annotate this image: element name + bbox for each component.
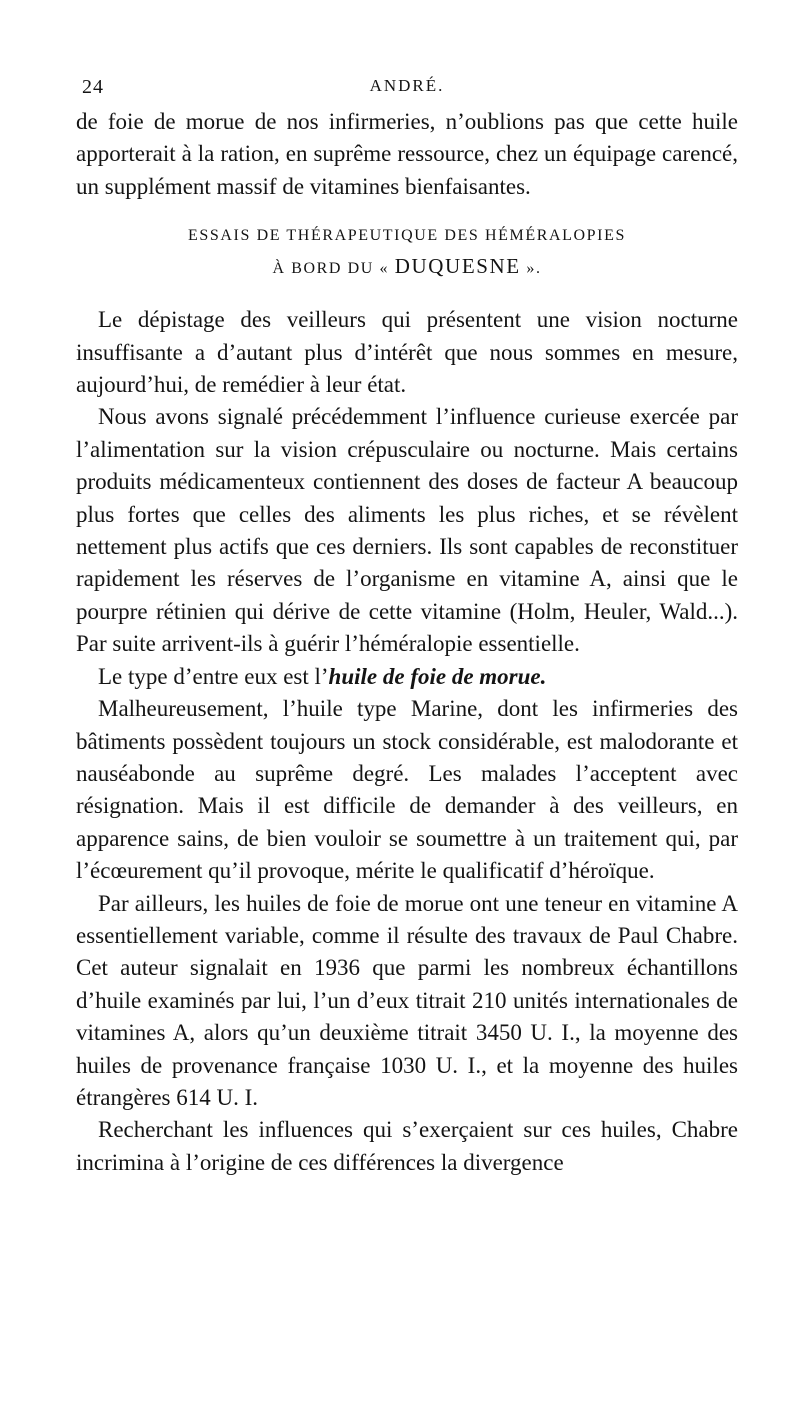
- section-title-line-2: [76, 251, 738, 284]
- section-title: [76, 221, 738, 284]
- running-title: ANDRÉ.: [369, 76, 445, 95]
- paragraph: [76, 661, 738, 693]
- paragraph-continued: de foie de morue de nos infirmeries, n’oublions pas que cette huile apporterait à la ration, en suprême ressource, chez un équipage carencé, un supplément massif de vitamines bienfaisantes.: [76, 109, 738, 199]
- paragraph: Recherchant les influences qui s’exerçaient sur ces huiles, Chabre incrimina à l’origine de ces différences la divergence: [76, 1117, 738, 1175]
- section-title-suffix: ».: [526, 260, 542, 278]
- paragraph: Par ailleurs, les huiles de foie de morue ont une teneur en vitamine A essentiellement variable, comme il résulte des travaux de Paul Chabre. Cet auteur signalait en 1936 que parmi les nombreux échantillons d’huile examinés par lui, l’un d’eux titrait 210 unités internationales de vitamines A, alors qu’un deuxième titrait 3450 U. I., la moyenne des huiles de provenance française 1030 U. I., et la moyenne des huiles étrangères 614 U. I.: [76, 890, 738, 1110]
- paragraph: Le dépistage des veilleurs qui présentent une vision nocturne insuffisante a d’autant plus d’intérêt que nous sommes en mesure, aujourd’hui, de remédier à leur état.: [76, 307, 738, 398]
- page-number: 24: [82, 76, 104, 98]
- paragraph: Nous avons signalé précédemment l’influence curieuse exercée par l’alimentation sur la vision crépusculaire ou nocturne. Mais certains produits médicamenteux contiennent des doses de facteur A beaucoup plus fortes que celles des aliments les plus riches, et se révèlent nettement plus actifs que ces derniers. Ils sont capables de reconstituer rapidement les réserves de l’organisme en vitamine A, ainsi que le pourpre rétinien qui dérive de cette vitamine (Holm, Heuler, Wald...). Par suite arrivent-ils à guérir l’héméralopie essentielle.: [76, 404, 738, 657]
- ship-name: DUQUESNE: [394, 254, 521, 279]
- section-title-line-1: ESSAIS DE THÉRAPEUTIQUE DES HÉMÉRALOPIES: [188, 227, 626, 245]
- italic-term: huile de foie de morue.: [328, 663, 547, 689]
- paragraph-text: Le type d’entre eux est l’: [98, 663, 329, 689]
- section-title-prefix: À BORD DU «: [272, 260, 390, 278]
- running-head: [76, 72, 738, 106]
- paragraph: Malheureusement, l’huile type Marine, dont les infirmeries des bâtiments possèdent toujours un stock considérable, est malodorante et nauséabonde au suprême degré. Les malades l’acceptent avec résignation. Mais il est difficile de demander à des veilleurs, en apparence sains, de bien vouloir se soumettre à un traitement qui, par l’écœurement qu’il provoque, mérite le qualificatif d’héroïque.: [76, 696, 738, 884]
- document-page: [76, 72, 738, 1179]
